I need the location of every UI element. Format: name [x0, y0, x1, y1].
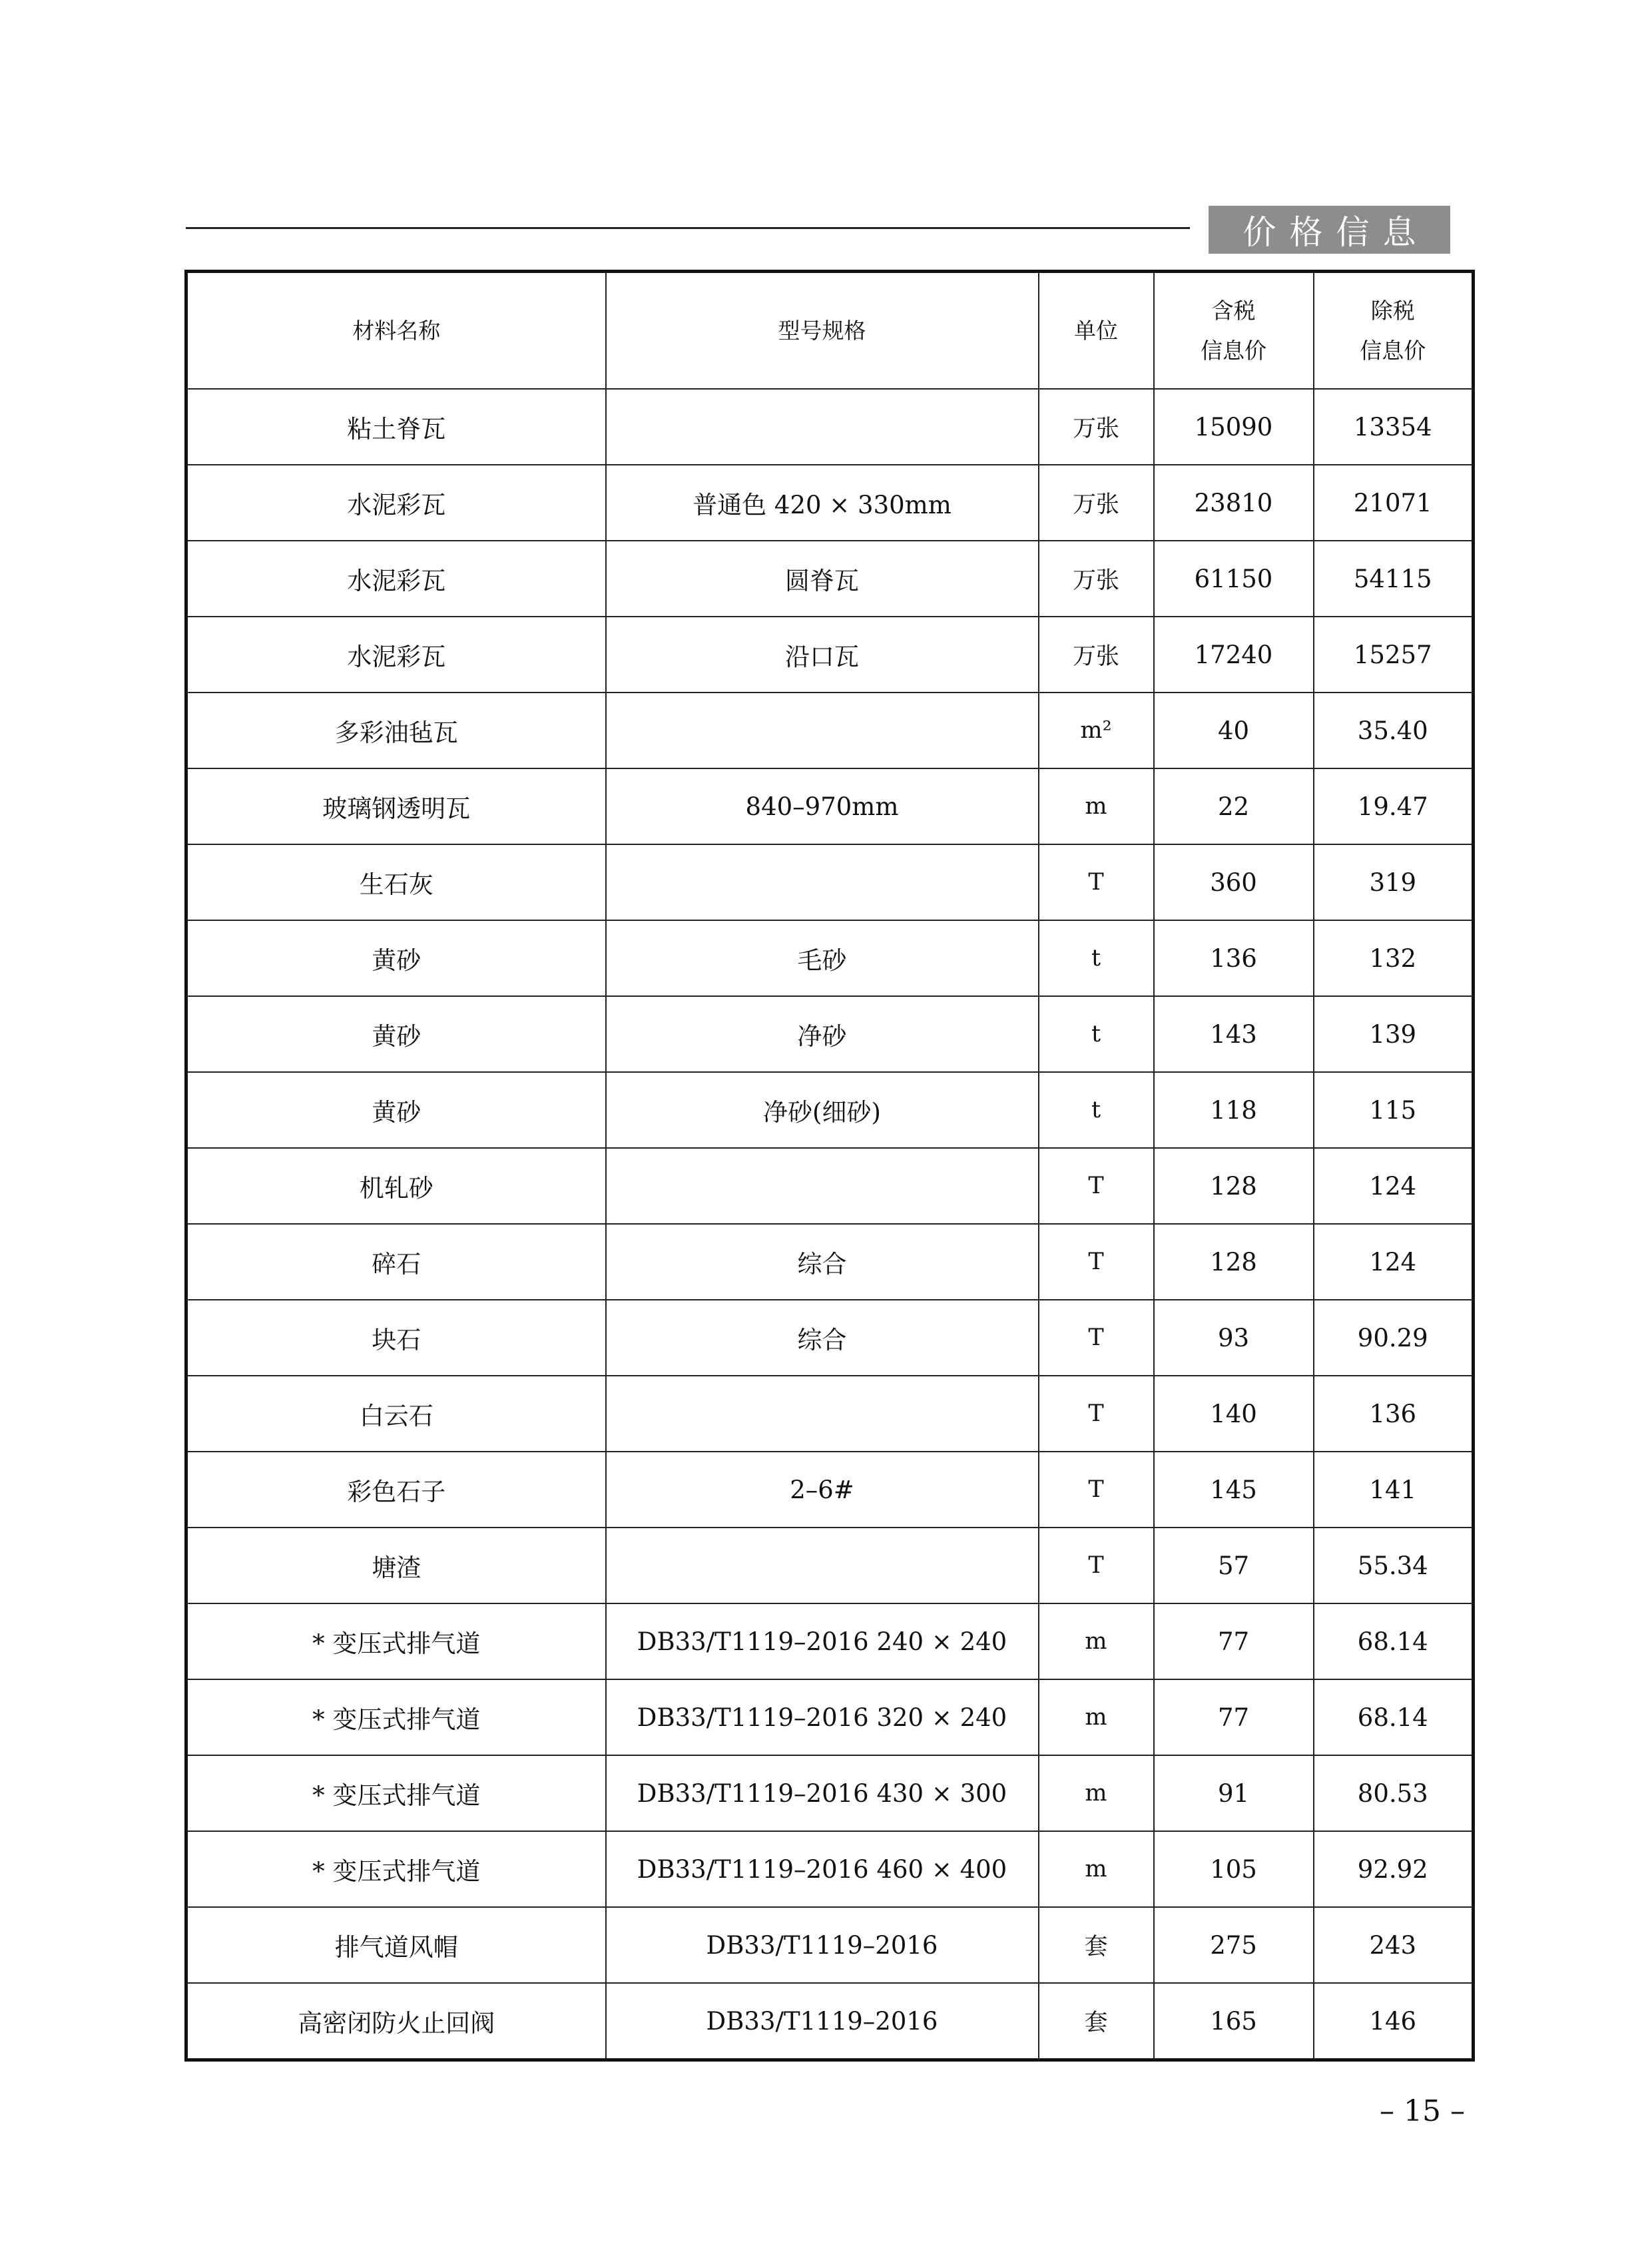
cell-price-tax: 77	[1154, 1679, 1314, 1755]
cell-price-tax: 77	[1154, 1603, 1314, 1679]
cell-spec: DB33/T1119–2016 240 × 240	[606, 1603, 1039, 1679]
cell-price-tax: 22	[1154, 768, 1314, 844]
cell-unit: t	[1039, 1072, 1154, 1148]
cell-price-notax: 21071	[1314, 465, 1474, 541]
cell-unit: 万张	[1039, 389, 1154, 465]
cell-unit: T	[1039, 1452, 1154, 1528]
cell-unit: m²	[1039, 693, 1154, 768]
cell-name: 水泥彩瓦	[186, 617, 606, 693]
cell-unit: 万张	[1039, 617, 1154, 693]
cell-unit: T	[1039, 1528, 1154, 1603]
table-row	[186, 1528, 1474, 1603]
cell-name: 水泥彩瓦	[186, 541, 606, 617]
cell-name: * 变压式排气道	[186, 1755, 606, 1831]
cell-price-notax: 15257	[1314, 617, 1474, 693]
table-row	[186, 389, 1474, 465]
cell-unit: m	[1039, 768, 1154, 844]
cell-name: 黄砂	[186, 996, 606, 1072]
cell-price-notax: 80.53	[1314, 1755, 1474, 1831]
cell-price-tax: 128	[1154, 1224, 1314, 1300]
cell-spec	[606, 693, 1039, 768]
cell-spec	[606, 844, 1039, 920]
table-row	[186, 617, 1474, 693]
cell-price-tax: 93	[1154, 1300, 1314, 1376]
cell-name: 生石灰	[186, 844, 606, 920]
cell-name: 多彩油毡瓦	[186, 693, 606, 768]
cell-spec: DB33/T1119–2016	[606, 1907, 1039, 1983]
col-header-price-tax-line2: 信息价	[1201, 337, 1266, 364]
cell-price-notax: 141	[1314, 1452, 1474, 1528]
table-row	[186, 1376, 1474, 1452]
price-table	[184, 270, 1475, 2062]
cell-price-notax: 54115	[1314, 541, 1474, 617]
cell-price-notax: 55.34	[1314, 1528, 1474, 1603]
cell-price-notax: 132	[1314, 920, 1474, 996]
cell-unit: 套	[1039, 1983, 1154, 2060]
col-header-price-tax	[1154, 272, 1314, 390]
cell-spec: 综合	[606, 1300, 1039, 1376]
cell-spec	[606, 1528, 1039, 1603]
cell-price-notax: 35.40	[1314, 693, 1474, 768]
cell-unit: T	[1039, 844, 1154, 920]
table-row	[186, 693, 1474, 768]
table-row	[186, 1983, 1474, 2060]
cell-price-tax: 360	[1154, 844, 1314, 920]
table-row	[186, 1452, 1474, 1528]
cell-price-tax: 15090	[1154, 389, 1314, 465]
cell-name: 塘渣	[186, 1528, 606, 1603]
cell-name: 黄砂	[186, 920, 606, 996]
table-row	[186, 1603, 1474, 1679]
table-body	[186, 389, 1474, 2060]
cell-spec: 2–6#	[606, 1452, 1039, 1528]
cell-spec: DB33/T1119–2016	[606, 1983, 1039, 2060]
cell-price-tax: 105	[1154, 1831, 1314, 1907]
col-header-spec: 型号规格	[606, 272, 1039, 390]
cell-price-notax: 92.92	[1314, 1831, 1474, 1907]
cell-spec: 840–970mm	[606, 768, 1039, 844]
cell-price-notax: 124	[1314, 1148, 1474, 1224]
cell-name: 高密闭防火止回阀	[186, 1983, 606, 2060]
table-row	[186, 1300, 1474, 1376]
cell-name: 黄砂	[186, 1072, 606, 1148]
cell-price-tax: 143	[1154, 996, 1314, 1072]
cell-spec: 净砂	[606, 996, 1039, 1072]
table-row	[186, 996, 1474, 1072]
cell-unit: m	[1039, 1603, 1154, 1679]
cell-spec: DB33/T1119–2016 460 × 400	[606, 1831, 1039, 1907]
cell-price-notax: 115	[1314, 1072, 1474, 1148]
table-row	[186, 541, 1474, 617]
cell-spec: 综合	[606, 1224, 1039, 1300]
col-header-unit: 单位	[1039, 272, 1154, 390]
cell-unit: m	[1039, 1755, 1154, 1831]
cell-price-tax: 136	[1154, 920, 1314, 996]
cell-spec	[606, 1148, 1039, 1224]
cell-spec: 沿口瓦	[606, 617, 1039, 693]
cell-price-notax: 13354	[1314, 389, 1474, 465]
table-row	[186, 1224, 1474, 1300]
cell-price-tax: 140	[1154, 1376, 1314, 1452]
table-row	[186, 1755, 1474, 1831]
cell-price-tax: 128	[1154, 1148, 1314, 1224]
cell-name: * 变压式排气道	[186, 1603, 606, 1679]
cell-name: 机轧砂	[186, 1148, 606, 1224]
col-header-price-notax-line2: 信息价	[1360, 337, 1426, 364]
cell-price-tax: 145	[1154, 1452, 1314, 1528]
cell-unit: t	[1039, 920, 1154, 996]
table-row	[186, 1148, 1474, 1224]
cell-price-notax: 90.29	[1314, 1300, 1474, 1376]
cell-spec	[606, 389, 1039, 465]
cell-price-notax: 136	[1314, 1376, 1474, 1452]
table-row	[186, 768, 1474, 844]
cell-price-notax: 139	[1314, 996, 1474, 1072]
cell-name: * 变压式排气道	[186, 1679, 606, 1755]
table-row	[186, 1831, 1474, 1907]
cell-name: 彩色石子	[186, 1452, 606, 1528]
table-row	[186, 920, 1474, 996]
cell-name: 玻璃钢透明瓦	[186, 768, 606, 844]
cell-price-tax: 57	[1154, 1528, 1314, 1603]
cell-price-notax: 146	[1314, 1983, 1474, 2060]
cell-price-tax: 17240	[1154, 617, 1314, 693]
cell-unit: 套	[1039, 1907, 1154, 1983]
cell-name: 水泥彩瓦	[186, 465, 606, 541]
col-header-price-tax-line1: 含税	[1211, 297, 1256, 324]
table-row	[186, 1072, 1474, 1148]
cell-unit: m	[1039, 1831, 1154, 1907]
cell-spec: 圆脊瓦	[606, 541, 1039, 617]
table-row	[186, 465, 1474, 541]
cell-name: 排气道风帽	[186, 1907, 606, 1983]
cell-spec: 毛砂	[606, 920, 1039, 996]
cell-price-tax: 118	[1154, 1072, 1314, 1148]
cell-spec: DB33/T1119–2016 320 × 240	[606, 1679, 1039, 1755]
cell-name: * 变压式排气道	[186, 1831, 606, 1907]
cell-spec: 净砂(细砂)	[606, 1072, 1039, 1148]
cell-unit: 万张	[1039, 541, 1154, 617]
cell-unit: T	[1039, 1376, 1154, 1452]
cell-price-notax: 19.47	[1314, 768, 1474, 844]
cell-price-notax: 243	[1314, 1907, 1474, 1983]
cell-unit: t	[1039, 996, 1154, 1072]
cell-spec: DB33/T1119–2016 430 × 300	[606, 1755, 1039, 1831]
cell-price-notax: 68.14	[1314, 1603, 1474, 1679]
table-row	[186, 1907, 1474, 1983]
page-number: – 15 –	[1380, 2094, 1465, 2128]
cell-spec: 普通色 420 × 330mm	[606, 465, 1039, 541]
cell-name: 碎石	[186, 1224, 606, 1300]
cell-price-tax: 275	[1154, 1907, 1314, 1983]
col-header-price-notax-line1: 除税	[1370, 297, 1415, 324]
section-label: 价格信息	[1209, 206, 1450, 254]
cell-price-tax: 165	[1154, 1983, 1314, 2060]
cell-name: 白云石	[186, 1376, 606, 1452]
cell-unit: T	[1039, 1224, 1154, 1300]
col-header-name: 材料名称	[186, 272, 606, 390]
cell-price-notax: 124	[1314, 1224, 1474, 1300]
cell-price-notax: 319	[1314, 844, 1474, 920]
cell-spec	[606, 1376, 1039, 1452]
table-row	[186, 844, 1474, 920]
table-row	[186, 1679, 1474, 1755]
cell-unit: T	[1039, 1148, 1154, 1224]
cell-price-tax: 23810	[1154, 465, 1314, 541]
cell-unit: T	[1039, 1300, 1154, 1376]
cell-name: 粘土脊瓦	[186, 389, 606, 465]
cell-price-tax: 40	[1154, 693, 1314, 768]
table-header-row	[186, 272, 1474, 390]
cell-price-tax: 61150	[1154, 541, 1314, 617]
col-header-price-notax	[1314, 272, 1474, 390]
cell-unit: m	[1039, 1679, 1154, 1755]
cell-price-notax: 68.14	[1314, 1679, 1474, 1755]
cell-unit: 万张	[1039, 465, 1154, 541]
cell-name: 块石	[186, 1300, 606, 1376]
header-rule	[186, 227, 1190, 229]
cell-price-tax: 91	[1154, 1755, 1314, 1831]
